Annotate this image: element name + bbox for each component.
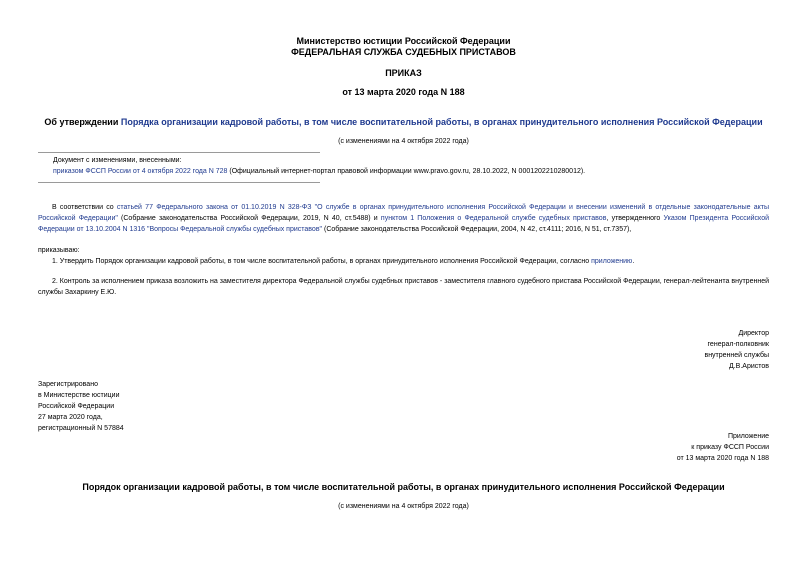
registration-line: регистрационный N 57884	[38, 425, 124, 432]
ministry-name: Министерство юстиции Российской Федерации	[296, 36, 511, 46]
registration-line: Российской Федерации	[38, 403, 115, 410]
doc-type: ПРИКАЗ	[385, 68, 422, 78]
signature-line: Д.В.Аристов	[728, 363, 769, 370]
signature-block	[704, 328, 769, 372]
registration-line: Зарегистрировано	[38, 381, 98, 388]
signature-line: генерал-полковник	[707, 341, 769, 348]
registration-block	[38, 379, 124, 434]
amending-order-link[interactable]: приказом ФССП России от 4 октября 2022 года N 728	[53, 168, 228, 175]
presidential-decree-link[interactable]: Указом Президента Российской Федерации от 13.10.2004 N 1316 "Вопросы Федеральной службы судебных приставов"	[38, 215, 770, 233]
changes-line	[53, 166, 769, 177]
registration-line: 27 марта 2020 года,	[38, 414, 103, 421]
service-name: ФЕДЕРАЛЬНАЯ СЛУЖБА СУДЕБНЫХ ПРИСТАВОВ	[291, 47, 516, 57]
preamble-text-4: (Собрание законодательства Российской Федерации, 2004, N 42, ст.4111; 2016, N 51, ст.7357),	[322, 226, 632, 233]
changes-label: Документ с изменениями, внесенными:	[53, 157, 182, 164]
federal-law-link[interactable]: статьей 77 Федерального закона от 01.10.2019 N 328-ФЗ "О службе в органах принудительного исполнения Российской Федерации и внесении изменений в отдельные законодательные акты Российской Федерации"	[38, 204, 769, 222]
signature-line: внутренней службы	[704, 352, 769, 359]
appendix-ref-line: от 13 марта 2020 года N 188	[676, 455, 769, 462]
preamble-text-2: (Собрание законодательства Российской Федерации, 2019, N 40, ст.5488) и	[117, 215, 381, 222]
registration-line: в Министерстве юстиции	[38, 392, 120, 399]
appendix-ref-line: к приказу ФССП России	[691, 444, 769, 451]
order-item-2: 2. Контроль за исполнением приказа возложить на заместителя директора Федеральной службы судебных приставов - заместителя главного судебного пристава Российской Федерации, генерал-лейтенанта внутренней службы Захаркину Е.Ю.	[38, 278, 769, 296]
regulation-link[interactable]: пунктом 1 Положения о Федеральной службе судебных приставов	[380, 215, 607, 222]
signature-line: Директор	[738, 330, 769, 337]
appendix-amend-note: (с изменениями на 4 октября 2022 года)	[338, 503, 469, 510]
amend-note: (с изменениями на 4 октября 2022 года)	[338, 138, 469, 145]
preamble-text-3: , утвержденного	[606, 215, 664, 222]
doc-title-prefix: Об утверждении	[44, 117, 121, 127]
order-item-1	[38, 256, 769, 267]
order-item-1-end: .	[632, 258, 635, 265]
order-item-1-text: 1. Утвердить Порядок организации кадровой работы, в том числе воспитательной работы, в органах принудительного исполнения Российской Федерации, согласно	[52, 258, 592, 265]
preamble	[38, 202, 769, 235]
doc-date-number: от 13 марта 2020 года N 188	[342, 87, 465, 97]
appendix-ref-block	[677, 431, 769, 464]
doc-title	[0, 117, 807, 127]
divider-bottom	[38, 182, 320, 183]
changes-source: (Официальный интернет-портал правовой информации www.pravo.gov.ru, 28.10.2022, N 0001202210280012).	[227, 168, 586, 175]
divider-top	[38, 152, 320, 153]
order-word: приказываю:	[38, 247, 80, 254]
appendix-ref-line: Приложение	[727, 433, 769, 440]
appendix-title: Порядок организации кадровой работы, в том числе воспитательной работы, в органах принудительного исполнения Российской Федерации	[82, 482, 725, 492]
doc-title-link[interactable]: Порядка организации кадровой работы, в том числе воспитательной работы, в органах принудительного исполнения Российской Федерации	[120, 117, 763, 127]
appendix-link[interactable]: приложению	[591, 258, 633, 265]
preamble-text-1: В соответствии со	[52, 204, 117, 211]
